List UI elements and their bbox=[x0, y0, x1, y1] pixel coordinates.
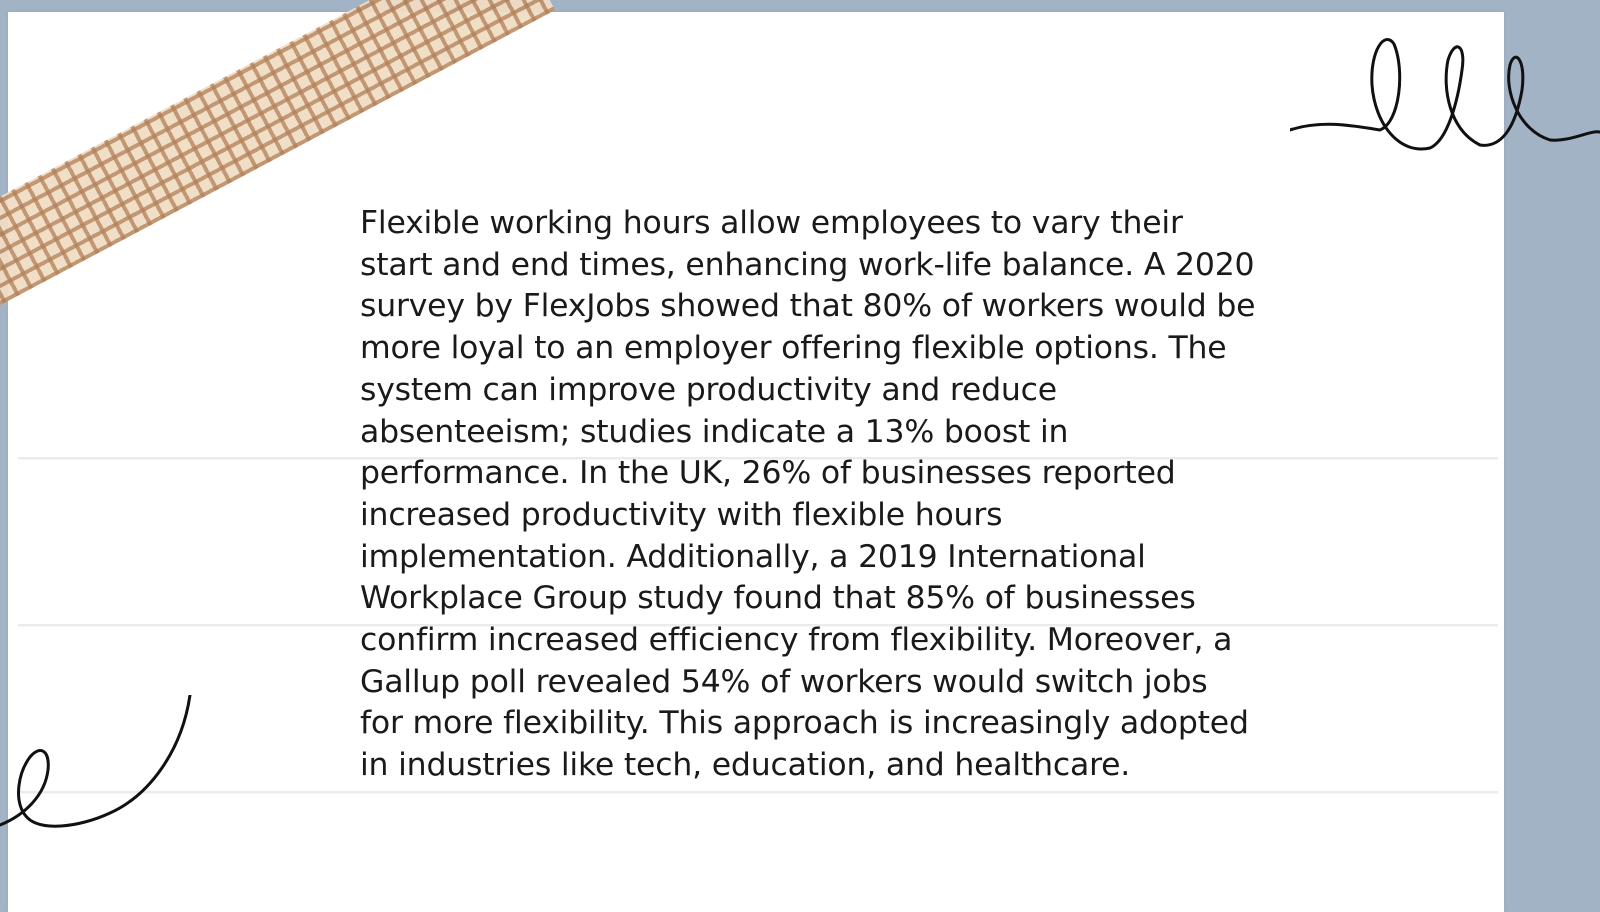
ruled-line bbox=[18, 791, 1498, 793]
swirl-doodle-icon bbox=[0, 695, 200, 845]
loop-doodle-icon bbox=[1290, 30, 1600, 170]
body-paragraph: Flexible working hours allow employees to vary their start and end times, enhancing work-life balance. A 2020 survey by FlexJobs showed that 80% of workers would be more loyal to an employer offering flexible options. The system can improve productivity and reduce absenteeism; studies indicate a 13% boost in performance. In the UK, 26% of businesses reported increased productivity with flexible hours implementation. Additionally, a 2019 International Workplace Group study found that 85% of businesses confirm increased efficiency from flexibility. Moreover, a Gallup poll revealed 54% of workers would switch jobs for more flexibility. This approach is increasingly adopted in industries like tech, education, and healthcare. bbox=[360, 205, 1256, 784]
